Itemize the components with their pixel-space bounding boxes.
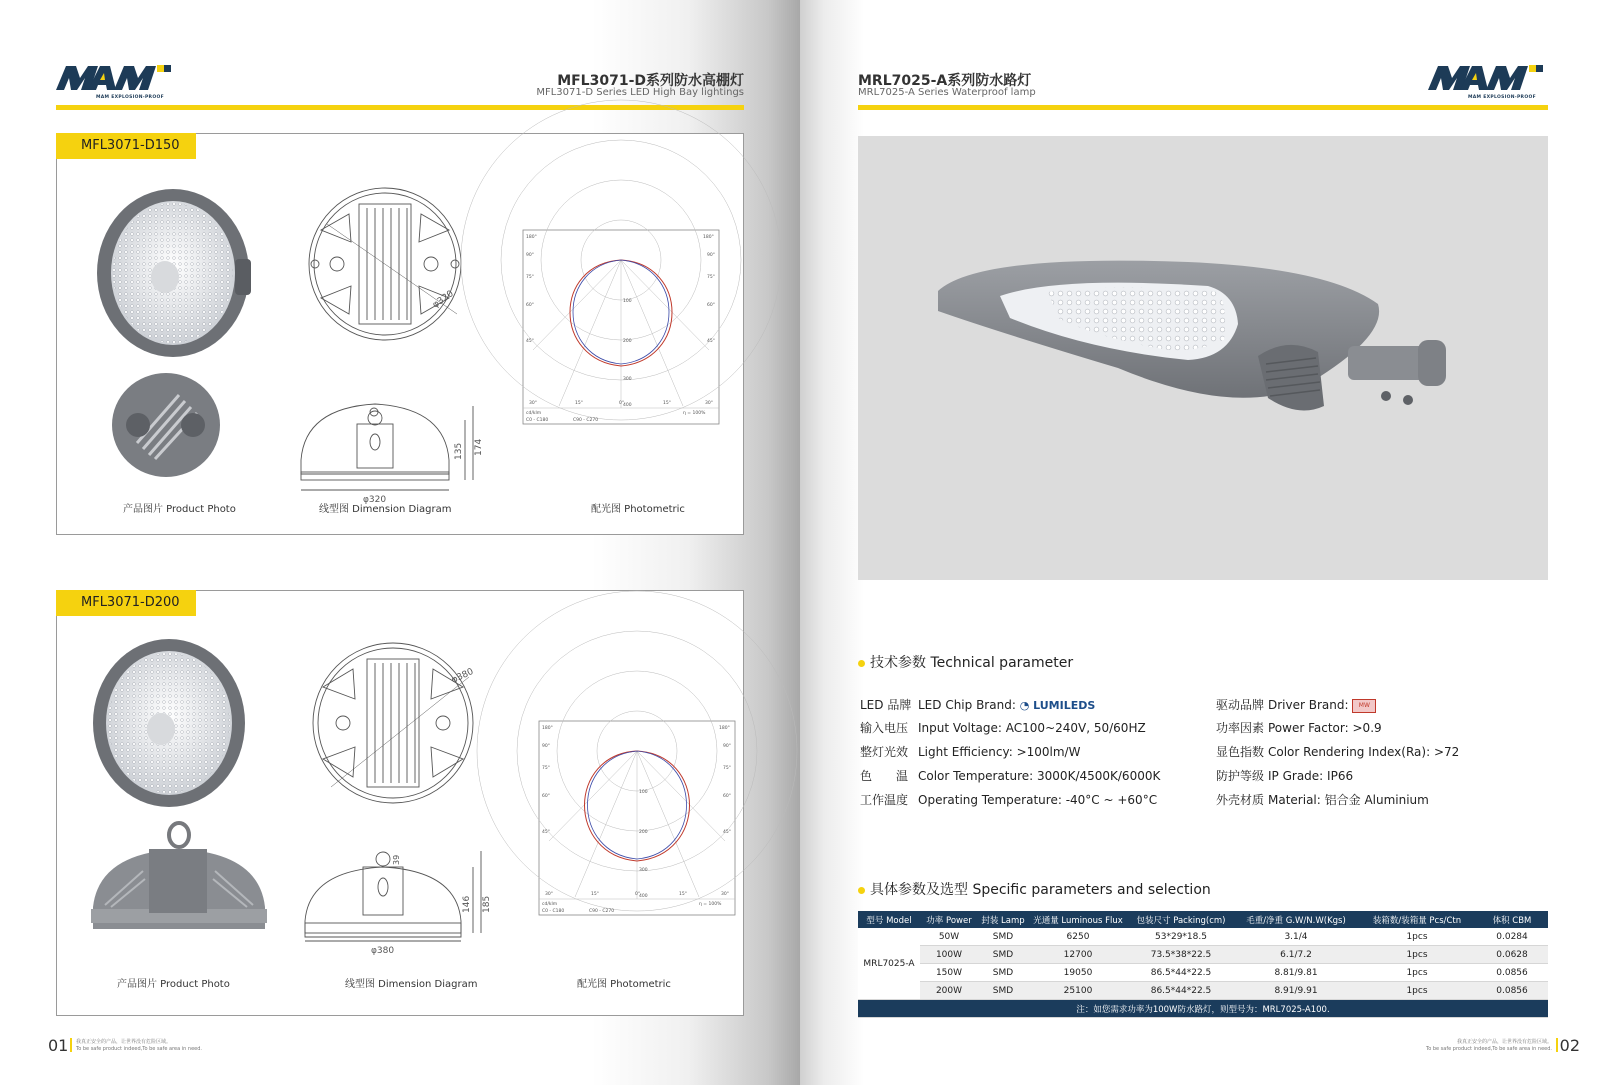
cell: SMD	[978, 982, 1028, 1000]
photo-ring-a: 100	[639, 790, 648, 795]
col-header-flux: 光通量 Luminous Flux	[1028, 911, 1128, 928]
param-color-temperature	[860, 767, 1160, 784]
param-value: >72	[1433, 745, 1460, 759]
photo-legend-b: C90 - C270	[589, 909, 615, 914]
cell: 50W	[920, 928, 978, 946]
right-page	[800, 0, 1600, 1085]
param-value: AC100~240V, 50/60HZ	[1005, 721, 1146, 735]
cell: 3.1/4	[1234, 928, 1358, 946]
dim-label-side: φ320	[363, 495, 387, 505]
param-power-factor	[1216, 719, 1382, 736]
page-note	[1426, 1039, 1552, 1053]
photo-label-tl: 180°	[526, 235, 537, 240]
cell: 1pcs	[1358, 964, 1476, 982]
param-cn: 防护等级	[1216, 769, 1265, 783]
table-row	[858, 928, 1548, 946]
photo-label-b2: 15°	[575, 401, 583, 406]
col-header-weight: 毛重/净重 G.W/N.W(Kgs)	[1234, 911, 1358, 928]
spec-section-title-text: 具体参数及选型 Specific parameters and selection	[870, 882, 1211, 898]
photo-label-b5: 30°	[721, 892, 729, 897]
photo-legend-a: C0 - C180	[542, 909, 565, 914]
photo-label-r2: 75°	[707, 275, 715, 280]
param-value: >100lm/W	[1016, 745, 1081, 759]
photometric-chart	[539, 721, 735, 915]
param-en: Input Voltage:	[918, 721, 1002, 735]
photo-ring-c: 300	[623, 377, 632, 382]
photo-ring-d: 400	[623, 403, 632, 408]
cell: SMD	[978, 946, 1028, 964]
photo-label-l1: 90°	[542, 744, 550, 749]
param-en: Light Efficiency:	[918, 745, 1013, 759]
photo-label-b4: 15°	[663, 401, 671, 406]
photo-label-b1: 30°	[545, 892, 553, 897]
cell: 86.5*44*22.5	[1128, 982, 1234, 1000]
model-tag: MFL3071-D200	[56, 590, 196, 616]
param-en: Color Temperature:	[918, 769, 1034, 783]
cell: 19050	[1028, 964, 1128, 982]
cell: 0.0856	[1476, 982, 1548, 1000]
photo-ring-b: 200	[623, 339, 632, 344]
cell: 1pcs	[1358, 946, 1476, 964]
photo-label-b4: 15°	[679, 892, 687, 897]
cell: 25100	[1028, 982, 1128, 1000]
dim-label-height-a: 146	[462, 895, 472, 913]
cell: 6250	[1028, 928, 1128, 946]
street-lamp-photo	[858, 136, 1548, 580]
param-ip-grade	[1216, 767, 1353, 784]
brand-logo	[1428, 62, 1548, 98]
cell: 73.5*38*22.5	[1128, 946, 1234, 964]
photo-label-r2: 75°	[723, 766, 731, 771]
photo-ring-d: 400	[639, 894, 648, 899]
bullet-icon	[858, 887, 865, 894]
param-cn: 外壳材质	[1216, 793, 1265, 807]
param-en: Color Rendering Index(Ra):	[1268, 745, 1431, 759]
photo-label-r4: 45°	[723, 830, 731, 835]
photo-label-b3: 0°	[619, 401, 625, 406]
table-header-row	[858, 911, 1548, 928]
param-led-brand	[860, 696, 1095, 713]
dim-label-height-b: 185	[482, 895, 492, 913]
dimension-diagram	[301, 637, 521, 956]
bullet-icon	[858, 660, 865, 667]
cell: 150W	[920, 964, 978, 982]
photo-label-b5: 30°	[705, 401, 713, 406]
param-value: 铝合金 Aluminium	[1324, 793, 1429, 807]
photo-ring-c: 300	[639, 868, 648, 873]
cell: 1pcs	[1358, 928, 1476, 946]
product-panel-d200	[56, 590, 744, 1016]
param-value: -40°C ~ +60°C	[1065, 793, 1158, 807]
caption-photometric: 配光图 Photometric	[591, 504, 685, 515]
cell: 1pcs	[1358, 982, 1476, 1000]
cell: SMD	[978, 928, 1028, 946]
photo-ring-b: 200	[639, 830, 648, 835]
table-note-row	[858, 1000, 1548, 1018]
param-cn: 显色指数	[1216, 745, 1265, 759]
page-number: 01	[48, 1036, 69, 1055]
param-cn: 输入电压	[860, 721, 909, 735]
product-photo	[93, 189, 253, 489]
dim-label-top: φ380	[450, 666, 476, 686]
page-note-cn: 我真正安全的产品，让世界没有危险区域。	[1456, 1039, 1552, 1045]
header-rule	[858, 105, 1548, 110]
photo-eta: η = 100%	[683, 411, 706, 416]
col-header-lamp: 封装 Lamp	[978, 911, 1028, 928]
cell: 8.91/9.91	[1234, 982, 1358, 1000]
model-tag: MFL3071-D150	[56, 133, 196, 159]
col-header-packing: 包装尺寸 Packing(cm)	[1128, 911, 1234, 928]
param-en: LED Chip Brand:	[918, 698, 1016, 712]
param-cn: 工作温度	[860, 793, 909, 807]
brand-logo	[56, 62, 176, 98]
param-cn: 功率因素	[1216, 721, 1265, 735]
brand-tagline: MAM EXPLOSION-PROOF	[1468, 95, 1536, 100]
cell-model: MRL7025-A	[858, 928, 920, 1000]
dimension-diagram	[297, 184, 497, 505]
photometric-chart	[523, 230, 719, 424]
meanwell-logo: MW	[1352, 699, 1376, 713]
photo-label-l4: 45°	[542, 830, 550, 835]
table-row	[858, 982, 1548, 1000]
col-header-cbm: 体积 CBM	[1476, 911, 1548, 928]
caption-photo: 产品图片 Product Photo	[117, 979, 230, 990]
page-note-cn: 我真正安全的产品，让世界没有危险区域。	[76, 1039, 172, 1045]
cell: 0.0856	[1476, 964, 1548, 982]
brand-tagline: MAM EXPLOSION-PROOF	[96, 95, 164, 100]
param-en: Driver Brand:	[1268, 698, 1349, 712]
page-subtitle: MFL3071-D Series LED High Bay lightings	[536, 87, 744, 98]
tech-section-title-text: 技术参数 Technical parameter	[870, 655, 1074, 671]
photo-label-l3: 60°	[542, 794, 550, 799]
table-note: 注：如您需求功率为100W防水路灯，则型号为：MRL7025-A100.	[858, 1000, 1548, 1018]
header-rule	[56, 105, 744, 110]
dim-label-height-c: 39	[392, 854, 401, 865]
photo-label-l4: 45°	[526, 339, 534, 344]
photo-unit: cd/klm	[526, 411, 542, 416]
col-header-model: 型号 Model	[858, 911, 920, 928]
param-material	[1216, 791, 1429, 808]
param-cn: 色 温	[860, 769, 909, 783]
cell: 6.1/7.2	[1234, 946, 1358, 964]
cell: SMD	[978, 964, 1028, 982]
col-header-power: 功率 Power	[920, 911, 978, 928]
page-subtitle: MRL7025-A Series Waterproof lamp	[858, 87, 1036, 98]
dim-label-top: φ320	[430, 289, 456, 311]
product-panel-d150	[56, 133, 744, 535]
photo-label-l3: 60°	[526, 303, 534, 308]
page-title: MRL7025-A系列防水路灯	[858, 73, 1032, 89]
photo-label-tl: 180°	[542, 726, 553, 731]
photo-ring-a: 100	[623, 299, 632, 304]
photo-label-r3: 60°	[707, 303, 715, 308]
caption-dimension: 线型图 Dimension Diagram	[345, 979, 478, 990]
spec-table	[858, 911, 1548, 1018]
lumileds-logo: ◔ LUMILEDS	[1019, 699, 1096, 712]
page-note-en: To be safe product indeed,To be safe area in need.	[1425, 1046, 1552, 1052]
param-light-efficiency	[860, 743, 1080, 760]
table-row	[858, 946, 1548, 964]
param-driver-brand	[1216, 696, 1376, 713]
page-number-rule	[1556, 1038, 1558, 1052]
page-title: MFL3071-D系列防水高棚灯	[557, 73, 744, 89]
param-en: Power Factor:	[1268, 721, 1349, 735]
spec-section-title	[858, 879, 1211, 899]
tech-section-title	[858, 652, 1073, 672]
photo-label-l2: 75°	[526, 275, 534, 280]
photo-label-l1: 90°	[526, 253, 534, 258]
caption-dimension: 线型图 Dimension Diagram	[319, 504, 452, 515]
param-cn: 整灯光效	[860, 745, 909, 759]
cell: 0.0284	[1476, 928, 1548, 946]
col-header-pcs: 装箱数/装箱量 Pcs/Ctn	[1358, 911, 1476, 928]
photo-legend-b: C90 - C270	[573, 418, 599, 423]
page-number-rule	[70, 1038, 72, 1052]
param-en: Material:	[1268, 793, 1321, 807]
cell: 8.81/9.81	[1234, 964, 1358, 982]
photo-label-r1: 90°	[723, 744, 731, 749]
photo-label-b2: 15°	[591, 892, 599, 897]
cell: 200W	[920, 982, 978, 1000]
param-en: Operating Temperature:	[918, 793, 1062, 807]
photo-label-tr: 180°	[719, 726, 730, 731]
page-note	[76, 1039, 202, 1053]
page-number: 02	[1559, 1036, 1580, 1055]
photo-label-r3: 60°	[723, 794, 731, 799]
param-input-voltage	[860, 719, 1146, 736]
page-note-en: To be safe product indeed,To be safe area in need.	[76, 1046, 203, 1052]
cell: 53*29*18.5	[1128, 928, 1234, 946]
cell: 86.5*44*22.5	[1128, 964, 1234, 982]
dim-label-side: φ380	[371, 946, 395, 956]
dim-label-height-a: 135	[454, 442, 464, 460]
param-value: IP66	[1327, 769, 1354, 783]
dim-label-height-b: 174	[474, 438, 484, 456]
param-value: LUMILEDS	[1033, 699, 1096, 712]
cell: 100W	[920, 946, 978, 964]
photo-label-l2: 75°	[542, 766, 550, 771]
photo-eta: η = 100%	[699, 902, 722, 907]
param-value: >0.9	[1352, 721, 1382, 735]
photo-legend-a: C0 - C180	[526, 418, 549, 423]
photo-label-b3: 0°	[635, 892, 641, 897]
photo-label-b1: 30°	[529, 401, 537, 406]
photo-label-r1: 90°	[707, 253, 715, 258]
param-cri	[1216, 743, 1459, 760]
param-en: IP Grade:	[1268, 769, 1324, 783]
photo-label-r4: 45°	[707, 339, 715, 344]
cell: 0.0628	[1476, 946, 1548, 964]
product-photo	[83, 639, 263, 939]
photo-unit: cd/klm	[542, 902, 558, 907]
photo-label-tr: 180°	[703, 235, 714, 240]
caption-photometric: 配光图 Photometric	[577, 979, 671, 990]
param-cn: 驱动品牌	[1216, 698, 1265, 712]
param-value: 3000K/4500K/6000K	[1037, 769, 1161, 783]
param-cn: LED 品牌	[860, 698, 912, 712]
caption-photo: 产品图片 Product Photo	[123, 504, 236, 515]
cell: 12700	[1028, 946, 1128, 964]
param-operating-temperature	[860, 791, 1157, 808]
table-row	[858, 964, 1548, 982]
